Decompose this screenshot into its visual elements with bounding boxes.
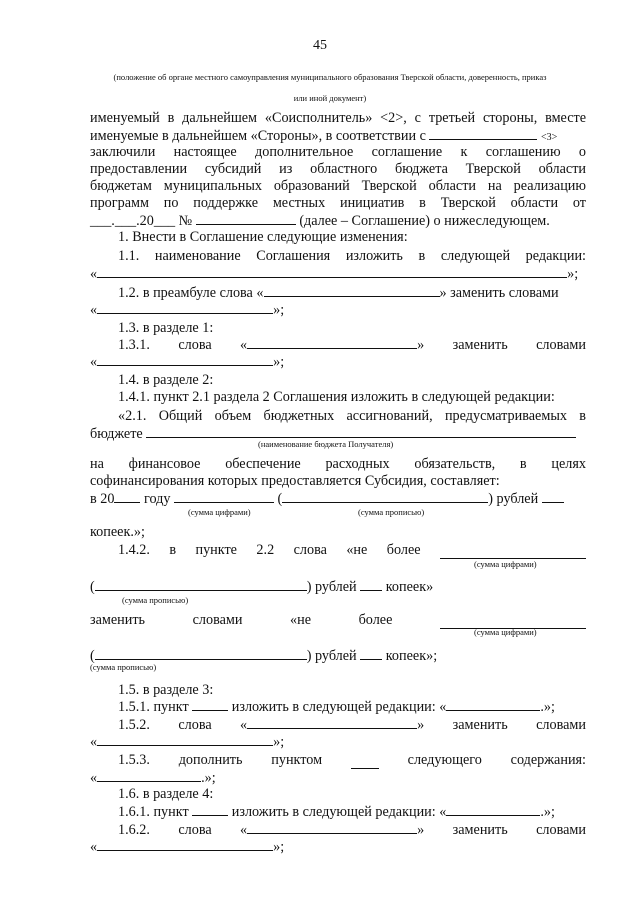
hint-digits-2: (сумма цифрами) (474, 559, 537, 569)
section-1-3: 1.3. в разделе 1: (118, 320, 214, 336)
section-1-6-2: 1.6.2. слова « » заменить словами (118, 822, 586, 838)
clause-2-1-line-4: софинансирования которых предоставляется Субсидия, составляет: (90, 473, 500, 489)
section-1-6-1: 1.6.1. пункт изложить в следующей редакции: « .»; (118, 804, 555, 820)
page-number: 45 (313, 38, 327, 53)
p1-line-4: предоставлении субсидий из областного бюджета Тверской области (90, 161, 586, 177)
hint-words-1: (сумма прописью) (358, 507, 425, 517)
hint-digits-3: (сумма цифрами) (474, 627, 537, 637)
section-1: 1. Внести в Соглашение следующие изменения: (118, 229, 408, 245)
p1-line-5: бюджетам муниципальных образований Тверской области на реализацию (90, 178, 586, 194)
p1-line-7: ___.___.20___ № (далее – Соглашение) о нижеследующем. (90, 213, 550, 229)
section-1-1: 1.1. наименование Соглашения изложить в следующей редакции: (118, 248, 586, 264)
hint-digits-1: (сумма цифрами) (188, 507, 251, 517)
hint-words-3: (сумма прописью) (90, 662, 157, 672)
section-1-4: 1.4. в разделе 2: (118, 372, 214, 388)
hint-line-1: (положение об органе местного самоуправления муниципального образования Тверской области, доверенность, приказ (113, 72, 547, 82)
section-1-5-2-blank: « »; (90, 734, 285, 750)
section-1-6-2-blank: « »; (90, 839, 285, 855)
section-1-5-3-blank: « .»; (90, 770, 216, 786)
section-1-1-blank: « »; (90, 266, 579, 282)
p1-line-1: именуемый в дальнейшем «Соисполнитель» <2>, с третьей стороны, вместе (90, 110, 586, 126)
section-1-3-1-blank: « »; (90, 354, 285, 370)
p1-line-3: заключили настоящее дополнительное соглашение к соглашению о (90, 144, 586, 160)
section-1-2: 1.2. в преамбуле слова « » заменить словами (118, 285, 559, 301)
section-1-5-2: 1.5.2. слова « » заменить словами (118, 717, 586, 733)
hint-budget: (наименование бюджета Получателя) (258, 439, 394, 449)
section-1-4-2-line-4: ( ) рублей копеек»; (90, 648, 438, 664)
section-1-5-3: 1.5.3. дополнить пунктом следующего содержания: (118, 752, 586, 768)
section-1-3-1: 1.3.1. слова « » заменить словами (118, 337, 586, 353)
clause-2-1-end: копеек.»; (90, 524, 145, 540)
clause-2-1-line-3: на финансовое обеспечение расходных обязательств, в целях (90, 456, 586, 472)
p1-line-6: программ по поддержке местных инициатив в Тверской области от (90, 195, 586, 211)
section-1-6: 1.6. в разделе 4: (118, 786, 214, 802)
clause-2-1: «2.1. Общий объем бюджетных ассигнований, предусматриваемых в (118, 408, 586, 424)
section-1-4-2-line-3: заменить словами «не более (90, 612, 586, 629)
clause-2-1-budget: бюджете (90, 425, 586, 443)
section-1-4-1: 1.4.1. пункт 2.1 раздела 2 Соглашения изложить в следующей редакции: (118, 389, 555, 405)
hint-words-2: (сумма прописью) (122, 595, 189, 605)
clause-2-1-line-5: в 20 году ( ) рублей (90, 490, 586, 508)
section-1-4-2: 1.4.2. в пункте 2.2 слова «не более (118, 542, 586, 559)
hint-line-2: или иной документ) (293, 93, 367, 103)
p1-line-2: именуемые в дальнейшем «Стороны», в соответствии с <3> (90, 128, 558, 144)
section-1-4-2-line-2: ( ) рублей копеек» (90, 579, 434, 595)
section-1-2-blank: « »; (90, 302, 285, 318)
section-1-5: 1.5. в разделе 3: (118, 682, 214, 698)
section-1-5-1: 1.5.1. пункт изложить в следующей редакции: « .»; (118, 699, 555, 715)
